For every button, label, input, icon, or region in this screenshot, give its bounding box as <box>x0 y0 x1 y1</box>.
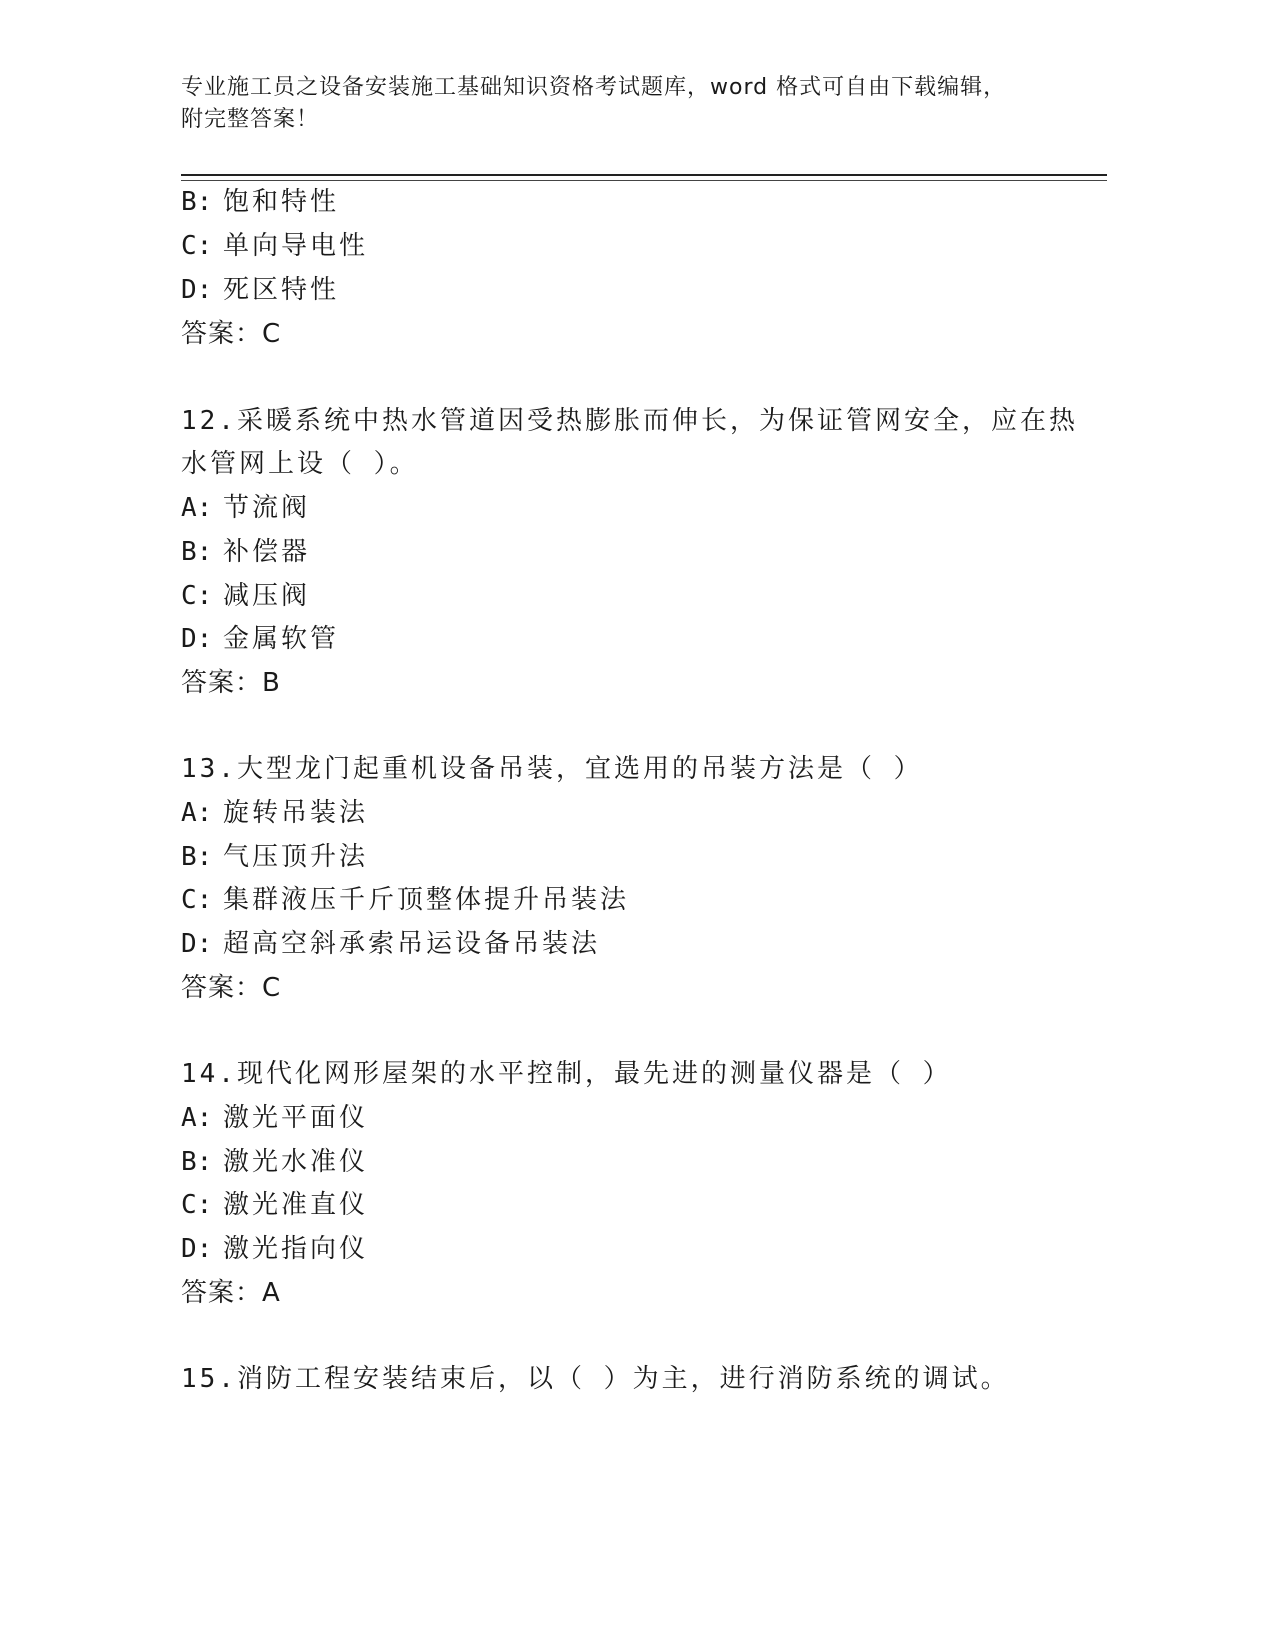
option-text: 激光水准仪 <box>223 1147 369 1177</box>
option-text: 激光平面仪 <box>223 1103 369 1133</box>
prev-answer: 答案：C <box>181 319 282 349</box>
q12-option-d <box>181 623 339 655</box>
q12-stem-line-1: 12.采暖系统中热水管道因受热膨胀而伸长，为保证管网安全，应在热 <box>181 406 1078 436</box>
prev-option-b <box>181 186 339 218</box>
q13-option-b <box>181 841 368 873</box>
header-divider-thin <box>181 180 1107 181</box>
q13-option-d <box>181 928 600 960</box>
q12-option-a <box>181 492 310 524</box>
option-letter: C: <box>181 581 213 611</box>
prev-option-d <box>181 274 339 306</box>
prev-option-c <box>181 230 368 262</box>
option-text: 集群液压千斤顶整体提升吊装法 <box>223 885 630 915</box>
q14-option-c <box>181 1189 368 1221</box>
option-text: 饱和特性 <box>223 187 340 217</box>
option-letter: B: <box>181 842 213 872</box>
option-text: 气压顶升法 <box>223 842 369 872</box>
header-divider-thick <box>181 174 1107 176</box>
option-letter: A: <box>181 1103 213 1133</box>
option-text: 死区特性 <box>223 275 340 305</box>
option-letter: D: <box>181 624 213 654</box>
option-text: 激光指向仪 <box>223 1234 369 1264</box>
option-text: 减压阀 <box>223 581 311 611</box>
option-text: 激光准直仪 <box>223 1190 369 1220</box>
option-letter: D: <box>181 929 213 959</box>
option-letter: B: <box>181 187 213 217</box>
option-letter: B: <box>181 537 213 567</box>
q12-option-c <box>181 580 310 612</box>
option-text: 节流阀 <box>223 493 311 523</box>
option-letter: A: <box>181 798 213 828</box>
q14-stem-line-1: 14.现代化网形屋架的水平控制，最先进的测量仪器是（ ） <box>181 1059 952 1089</box>
option-letter: D: <box>181 1234 213 1264</box>
q14-option-d <box>181 1233 368 1265</box>
option-letter: D: <box>181 275 213 305</box>
q13-option-a <box>181 797 368 829</box>
option-text: 旋转吊装法 <box>223 798 369 828</box>
q14-option-b <box>181 1146 368 1178</box>
option-letter: A: <box>181 493 213 523</box>
option-text: 单向导电性 <box>223 231 369 261</box>
q13-option-c <box>181 884 629 916</box>
q12-option-b <box>181 536 310 568</box>
option-letter: C: <box>181 231 213 261</box>
q14-option-a <box>181 1102 368 1134</box>
q15-stem-line-1: 15.消防工程安装结束后，以（ ）为主，进行消防系统的调试。 <box>181 1364 1010 1394</box>
header-title-line-1: 专业施工员之设备安装施工基础知识资格考试题库，word 格式可自由下载编辑， <box>181 75 1007 100</box>
option-letter: B: <box>181 1147 213 1177</box>
option-letter: C: <box>181 885 213 915</box>
option-text: 补偿器 <box>223 537 311 567</box>
option-letter: C: <box>181 1190 213 1220</box>
q14-answer: 答案：A <box>181 1278 281 1308</box>
q13-stem-line-1: 13.大型龙门起重机设备吊装，宜选用的吊装方法是（ ） <box>181 754 923 784</box>
q12-stem-line-2: 水管网上设（ ）。 <box>181 449 419 479</box>
option-text: 金属软管 <box>223 624 340 654</box>
q13-answer: 答案：C <box>181 973 282 1003</box>
q12-answer: 答案：B <box>181 668 281 698</box>
header-title-line-2: 附完整答案！ <box>181 107 320 132</box>
page-header <box>181 72 1121 136</box>
option-text: 超高空斜承索吊运设备吊装法 <box>223 929 601 959</box>
